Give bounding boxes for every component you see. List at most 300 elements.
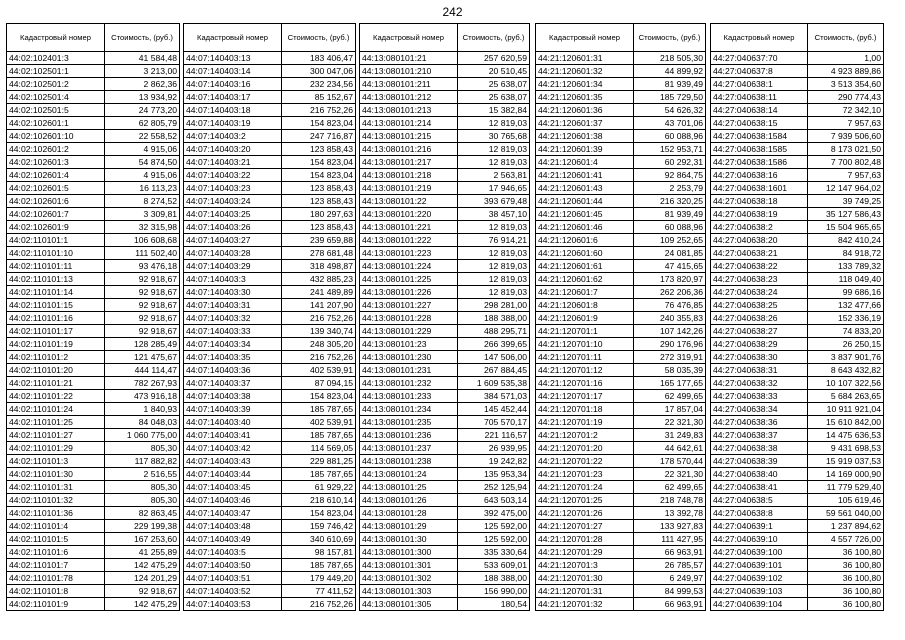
cadastral-number-cell: 44:07:140403:23 [184, 182, 282, 195]
table-row [711, 221, 884, 234]
cost-cell: 139 340,74 [282, 325, 356, 338]
table-row [536, 260, 706, 273]
table-row [536, 481, 706, 494]
table-row [184, 572, 356, 585]
table-row [536, 468, 706, 481]
header-cost: Стоимость, (руб.) [634, 24, 706, 52]
table-row [536, 78, 706, 91]
table-row [360, 481, 530, 494]
cadastral-number-cell: 44:07:140403:34 [184, 338, 282, 351]
table-row [711, 364, 884, 377]
cost-cell: 60 088,96 [634, 221, 706, 234]
header-cadastral-number: Кадастровый номер [7, 24, 105, 52]
cost-cell: 154 823,04 [282, 156, 356, 169]
cost-cell: 173 820,97 [634, 273, 706, 286]
table-row [184, 520, 356, 533]
page-number: 242 [442, 5, 463, 19]
cadastral-number-cell: 44:02:110101:10 [7, 247, 105, 260]
cost-cell: 300 047,06 [282, 65, 356, 78]
table-row [711, 455, 884, 468]
cadastral-number-cell: 44:07:140403:31 [184, 299, 282, 312]
cost-cell: 159 746,42 [282, 520, 356, 533]
cost-cell: 132 477,66 [808, 299, 884, 312]
table-row [360, 247, 530, 260]
table-row [184, 442, 356, 455]
cost-cell: 7 939 506,60 [808, 130, 884, 143]
cadastral-number-cell: 44:13:080101:305 [360, 598, 458, 611]
cadastral-number-cell: 44:21:120601:34 [536, 78, 634, 91]
table-row [360, 65, 530, 78]
table-row [536, 585, 706, 598]
cadastral-number-cell: 44:27:040638:1 [711, 78, 808, 91]
table-row [711, 299, 884, 312]
cost-cell: 44 642,61 [634, 442, 706, 455]
cadastral-number-cell: 44:02:110101:24 [7, 403, 105, 416]
cadastral-number-cell: 44:07:140403:32 [184, 312, 282, 325]
table-row [360, 312, 530, 325]
table-row [536, 312, 706, 325]
cadastral-number-cell: 44:13:080101:25 [360, 481, 458, 494]
table-row [7, 468, 180, 481]
table-row [536, 416, 706, 429]
cost-cell: 8 274,52 [105, 195, 180, 208]
table-row [711, 585, 884, 598]
cost-cell: 7 957,63 [808, 169, 884, 182]
table-row [360, 234, 530, 247]
cost-cell: 62 499,65 [634, 481, 706, 494]
cost-cell: 121 475,67 [105, 351, 180, 364]
table-row [711, 130, 884, 143]
table-row [711, 65, 884, 78]
cadastral-number-cell: 44:27:040638:25 [711, 299, 808, 312]
table-row [711, 442, 884, 455]
cost-cell: 9 431 698,53 [808, 442, 884, 455]
table-row [360, 91, 530, 104]
table-row [7, 572, 180, 585]
cost-cell: 123 858,43 [282, 182, 356, 195]
cost-cell: 533 609,01 [458, 559, 530, 572]
cadastral-number-cell: 44:07:140403:30 [184, 286, 282, 299]
cost-cell: 13 934,92 [105, 91, 180, 104]
cost-cell: 92 918,67 [105, 585, 180, 598]
cadastral-number-cell: 44:02:110101:29 [7, 442, 105, 455]
cadastral-number-cell: 44:21:120701:31 [536, 585, 634, 598]
cost-cell: 66 963,91 [634, 598, 706, 611]
table-row [536, 195, 706, 208]
cadastral-number-cell: 44:21:120601:38 [536, 130, 634, 143]
cost-cell: 267 884,45 [458, 364, 530, 377]
cadastral-number-cell: 44:13:080101:21 [360, 52, 458, 65]
table-row [536, 325, 706, 338]
cadastral-number-cell: 44:21:120601:35 [536, 91, 634, 104]
cadastral-number-cell: 44:27:040638:27 [711, 325, 808, 338]
table-row [7, 195, 180, 208]
table-row [536, 143, 706, 156]
table-row [184, 78, 356, 91]
cost-cell: 36 100,80 [808, 559, 884, 572]
table-row [536, 546, 706, 559]
cadastral-number-cell: 44:27:040638:24 [711, 286, 808, 299]
cost-cell: 133 789,32 [808, 260, 884, 273]
cadastral-number-cell: 44:02:110101:13 [7, 273, 105, 286]
table-row [7, 442, 180, 455]
cost-cell: 20 510,45 [458, 65, 530, 78]
cadastral-number-cell: 44:27:040637:8 [711, 65, 808, 78]
cadastral-number-cell: 44:27:040638:20 [711, 234, 808, 247]
table-row [536, 494, 706, 507]
cadastral-number-cell: 44:02:110101:4 [7, 520, 105, 533]
table-row [184, 260, 356, 273]
cost-cell: 10 107 322,56 [808, 377, 884, 390]
table-row [7, 65, 180, 78]
cost-cell: 393 679,48 [458, 195, 530, 208]
table-row [711, 546, 884, 559]
table-row [7, 273, 180, 286]
table-row [184, 52, 356, 65]
cadastral-number-cell: 44:27:040638:31 [711, 364, 808, 377]
cadastral-number-cell: 44:07:140403:41 [184, 429, 282, 442]
table-row [7, 247, 180, 260]
cadastral-number-cell: 44:07:140403:27 [184, 234, 282, 247]
cost-cell: 30 765,68 [458, 130, 530, 143]
table-row [184, 156, 356, 169]
cost-cell: 74 833,20 [808, 325, 884, 338]
cost-cell: 12 819,03 [458, 247, 530, 260]
cadastral-number-cell: 44:21:120701:19 [536, 416, 634, 429]
cost-cell: 805,30 [105, 442, 180, 455]
cadastral-number-cell: 44:13:080101:30 [360, 533, 458, 546]
cost-cell: 92 918,67 [105, 299, 180, 312]
cadastral-number-cell: 44:07:140403:38 [184, 390, 282, 403]
cost-cell: 241 489,89 [282, 286, 356, 299]
cost-cell: 218 748,78 [634, 494, 706, 507]
cadastral-number-cell: 44:02:110101:27 [7, 429, 105, 442]
table-row [536, 559, 706, 572]
cost-cell: 180 297,63 [282, 208, 356, 221]
cadastral-number-cell: 44:13:080101:215 [360, 130, 458, 143]
cost-cell: 643 503,14 [458, 494, 530, 507]
cadastral-number-cell: 44:07:140403:50 [184, 559, 282, 572]
cost-cell: 19 242,82 [458, 455, 530, 468]
cadastral-number-cell: 44:21:120601:60 [536, 247, 634, 260]
cost-cell: 12 819,03 [458, 286, 530, 299]
table-row [536, 429, 706, 442]
cadastral-number-cell: 44:13:080101:222 [360, 234, 458, 247]
cost-cell: 402 539,91 [282, 416, 356, 429]
cadastral-number-cell: 44:21:120701:10 [536, 338, 634, 351]
cadastral-number-cell: 44:07:140403:42 [184, 442, 282, 455]
table-row [360, 390, 530, 403]
table-row [7, 91, 180, 104]
cost-cell: 15 382,84 [458, 104, 530, 117]
cadastral-number-cell: 44:13:080101:237 [360, 442, 458, 455]
cadastral-number-cell: 44:21:120601:4 [536, 156, 634, 169]
cost-cell: 77 411,52 [282, 585, 356, 598]
cadastral-number-cell: 44:21:120701:30 [536, 572, 634, 585]
table-row [7, 559, 180, 572]
cost-cell: 473 916,18 [105, 390, 180, 403]
cadastral-number-cell: 44:07:140403:36 [184, 364, 282, 377]
table-row [711, 208, 884, 221]
cadastral-number-cell: 44:02:110101:5 [7, 533, 105, 546]
table-row [536, 455, 706, 468]
cadastral-number-cell: 44:13:080101:227 [360, 299, 458, 312]
cost-cell: 92 864,75 [634, 169, 706, 182]
table-row [360, 117, 530, 130]
cost-cell: 705 570,17 [458, 416, 530, 429]
cadastral-number-cell: 44:13:080101:216 [360, 143, 458, 156]
cadastral-number-cell: 44:07:140403:45 [184, 481, 282, 494]
table-row [360, 208, 530, 221]
table-row [360, 143, 530, 156]
table-row [360, 377, 530, 390]
cost-cell: 216 752,26 [282, 351, 356, 364]
table-row [360, 286, 530, 299]
cost-cell: 216 320,25 [634, 195, 706, 208]
table-row [536, 156, 706, 169]
table-row [711, 403, 884, 416]
cost-cell: 117 882,82 [105, 455, 180, 468]
cost-cell: 124 201,29 [105, 572, 180, 585]
table-row [7, 598, 180, 611]
cost-cell: 125 592,00 [458, 520, 530, 533]
cadastral-number-cell: 44:27:040638:1601 [711, 182, 808, 195]
cadastral-number-cell: 44:02:102601:4 [7, 169, 105, 182]
cadastral-number-cell: 44:21:120701:11 [536, 351, 634, 364]
cost-cell: 247 716,87 [282, 130, 356, 143]
cadastral-number-cell: 44:27:040638:37 [711, 429, 808, 442]
table-row [536, 273, 706, 286]
cadastral-number-cell: 44:27:040638:40 [711, 468, 808, 481]
table-row [711, 351, 884, 364]
table-row [184, 117, 356, 130]
cadastral-number-cell: 44:02:102401:3 [7, 52, 105, 65]
cadastral-number-cell: 44:02:110101:7 [7, 559, 105, 572]
cadastral-number-cell: 44:13:080101:234 [360, 403, 458, 416]
table-row [536, 169, 706, 182]
table-row [184, 455, 356, 468]
cost-cell: 54 874,50 [105, 156, 180, 169]
cadastral-number-cell: 44:13:080101:218 [360, 169, 458, 182]
cadastral-number-cell: 44:13:080101:224 [360, 260, 458, 273]
cadastral-number-cell: 44:02:110101:17 [7, 325, 105, 338]
cost-cell: 24 081,85 [634, 247, 706, 260]
header-cost: Стоимость, (руб.) [282, 24, 356, 52]
table-row [711, 52, 884, 65]
table-row [184, 429, 356, 442]
cadastral-number-cell: 44:02:102601:5 [7, 182, 105, 195]
cost-cell: 185 787,65 [282, 403, 356, 416]
table-row [360, 598, 530, 611]
cadastral-table-1 [6, 23, 180, 611]
cost-cell: 2 563,81 [458, 169, 530, 182]
table-row [360, 416, 530, 429]
cadastral-number-cell: 44:13:080101:302 [360, 572, 458, 585]
cost-cell: 36 100,80 [808, 572, 884, 585]
table-row [360, 169, 530, 182]
cadastral-number-cell: 44:21:120701:25 [536, 494, 634, 507]
table-row [360, 130, 530, 143]
cadastral-number-cell: 44:27:040638:21 [711, 247, 808, 260]
table-row [360, 52, 530, 65]
cadastral-number-cell: 44:27:040639:102 [711, 572, 808, 585]
table-row [184, 468, 356, 481]
cadastral-number-cell: 44:27:040638:34 [711, 403, 808, 416]
table-row [360, 182, 530, 195]
cost-cell: 216 752,26 [282, 598, 356, 611]
cost-cell: 4 915,06 [105, 143, 180, 156]
cadastral-number-cell: 44:07:140403:13 [184, 52, 282, 65]
table-row [184, 247, 356, 260]
cadastral-number-cell: 44:07:140403:29 [184, 260, 282, 273]
cost-cell: 41 255,89 [105, 546, 180, 559]
cost-cell: 32 315,98 [105, 221, 180, 234]
cadastral-number-cell: 44:27:040638:32 [711, 377, 808, 390]
cost-cell: 156 990,00 [458, 585, 530, 598]
cost-cell: 109 252,65 [634, 234, 706, 247]
cost-cell: 488 295,71 [458, 325, 530, 338]
cost-cell: 1 609 535,38 [458, 377, 530, 390]
cadastral-number-cell: 44:13:080101:221 [360, 221, 458, 234]
table-row [711, 507, 884, 520]
table-row [184, 546, 356, 559]
cost-cell: 218 610,14 [282, 494, 356, 507]
table-row [536, 351, 706, 364]
cadastral-number-cell: 44:21:120601:44 [536, 195, 634, 208]
cost-cell: 257 620,59 [458, 52, 530, 65]
cadastral-table-3 [359, 23, 530, 611]
table-row [536, 104, 706, 117]
table-row [184, 65, 356, 78]
header-cadastral-number: Кадастровый номер [360, 24, 458, 52]
cadastral-number-cell: 44:02:110101:19 [7, 338, 105, 351]
cost-cell: 135 953,34 [458, 468, 530, 481]
table-row [711, 520, 884, 533]
cost-cell: 35 127 586,43 [808, 208, 884, 221]
cost-cell: 98 157,81 [282, 546, 356, 559]
cadastral-number-cell: 44:02:110101:25 [7, 416, 105, 429]
table-row [711, 169, 884, 182]
cadastral-number-cell: 44:13:080101:213 [360, 104, 458, 117]
cadastral-number-cell: 44:21:120701:17 [536, 390, 634, 403]
cost-cell: 76 914,21 [458, 234, 530, 247]
cost-cell: 152 953,71 [634, 143, 706, 156]
table-row [184, 351, 356, 364]
cost-cell: 340 610,69 [282, 533, 356, 546]
table-row [360, 260, 530, 273]
cost-cell: 185 787,65 [282, 468, 356, 481]
cost-cell: 147 506,00 [458, 351, 530, 364]
cost-cell: 60 088,96 [634, 130, 706, 143]
cost-cell: 2 862,36 [105, 78, 180, 91]
table-row [7, 338, 180, 351]
table-row [184, 91, 356, 104]
cadastral-number-cell: 44:27:040639:10 [711, 533, 808, 546]
cost-cell: 93 476,18 [105, 260, 180, 273]
cost-cell: 13 392,78 [634, 507, 706, 520]
cadastral-number-cell: 44:21:120701:28 [536, 533, 634, 546]
cost-cell: 17 857,04 [634, 403, 706, 416]
cadastral-number-cell: 44:21:120701:24 [536, 481, 634, 494]
table-row [536, 117, 706, 130]
cadastral-number-cell: 44:13:080101:225 [360, 273, 458, 286]
cadastral-number-cell: 44:13:080101:214 [360, 117, 458, 130]
cost-cell: 185 787,65 [282, 559, 356, 572]
table-row [711, 104, 884, 117]
cost-cell: 216 752,26 [282, 312, 356, 325]
cadastral-number-cell: 44:02:110101:9 [7, 598, 105, 611]
cost-cell: 4 915,06 [105, 169, 180, 182]
cost-cell: 4 557 726,00 [808, 533, 884, 546]
table-row [7, 182, 180, 195]
table-row [7, 299, 180, 312]
table-row [184, 312, 356, 325]
cost-cell: 12 819,03 [458, 273, 530, 286]
cadastral-number-cell: 44:21:120601:6 [536, 234, 634, 247]
table-row [711, 325, 884, 338]
table-row [360, 520, 530, 533]
cadastral-number-cell: 44:07:140403:48 [184, 520, 282, 533]
table-row [184, 195, 356, 208]
cadastral-number-cell: 44:07:140403:21 [184, 156, 282, 169]
table-row [536, 234, 706, 247]
cost-cell: 12 819,03 [458, 156, 530, 169]
table-row [184, 234, 356, 247]
cost-cell: 4 923 889,86 [808, 65, 884, 78]
table-row [711, 494, 884, 507]
cost-cell: 240 355,83 [634, 312, 706, 325]
cadastral-number-cell: 44:13:080101:24 [360, 468, 458, 481]
cost-cell: 154 823,04 [282, 507, 356, 520]
table-row [360, 546, 530, 559]
table-row [711, 429, 884, 442]
cadastral-number-cell: 44:21:120601:37 [536, 117, 634, 130]
cadastral-number-cell: 44:07:140403:5 [184, 546, 282, 559]
cadastral-number-cell: 44:27:040638:18 [711, 195, 808, 208]
cost-cell: 26 785,57 [634, 559, 706, 572]
table-row [360, 156, 530, 169]
cadastral-number-cell: 44:02:102601:2 [7, 143, 105, 156]
cadastral-number-cell: 44:13:080101:26 [360, 494, 458, 507]
cost-cell: 842 410,24 [808, 234, 884, 247]
cadastral-number-cell: 44:02:102501:4 [7, 91, 105, 104]
cost-cell: 1 840,93 [105, 403, 180, 416]
table-row [711, 390, 884, 403]
cadastral-number-cell: 44:07:140403:37 [184, 377, 282, 390]
cadastral-number-cell: 44:07:140403:16 [184, 78, 282, 91]
table-row [7, 494, 180, 507]
cost-cell: 298 281,00 [458, 299, 530, 312]
table-row [360, 273, 530, 286]
cadastral-number-cell: 44:07:140403:24 [184, 195, 282, 208]
cost-cell: 7 700 802,48 [808, 156, 884, 169]
cadastral-number-cell: 44:02:110101:36 [7, 507, 105, 520]
table-row [536, 598, 706, 611]
cost-cell: 123 858,43 [282, 195, 356, 208]
table-row [7, 585, 180, 598]
cadastral-number-cell: 44:07:140403:49 [184, 533, 282, 546]
table-row [360, 338, 530, 351]
cost-cell: 221 116,57 [458, 429, 530, 442]
cadastral-number-cell: 44:13:080101:231 [360, 364, 458, 377]
table-row [536, 507, 706, 520]
cadastral-number-cell: 44:02:110101:30 [7, 468, 105, 481]
cost-cell: 1 237 894,62 [808, 520, 884, 533]
cadastral-number-cell: 44:07:140403:2 [184, 130, 282, 143]
table-row [711, 338, 884, 351]
cost-cell: 92 918,67 [105, 325, 180, 338]
cost-cell: 185 787,65 [282, 429, 356, 442]
